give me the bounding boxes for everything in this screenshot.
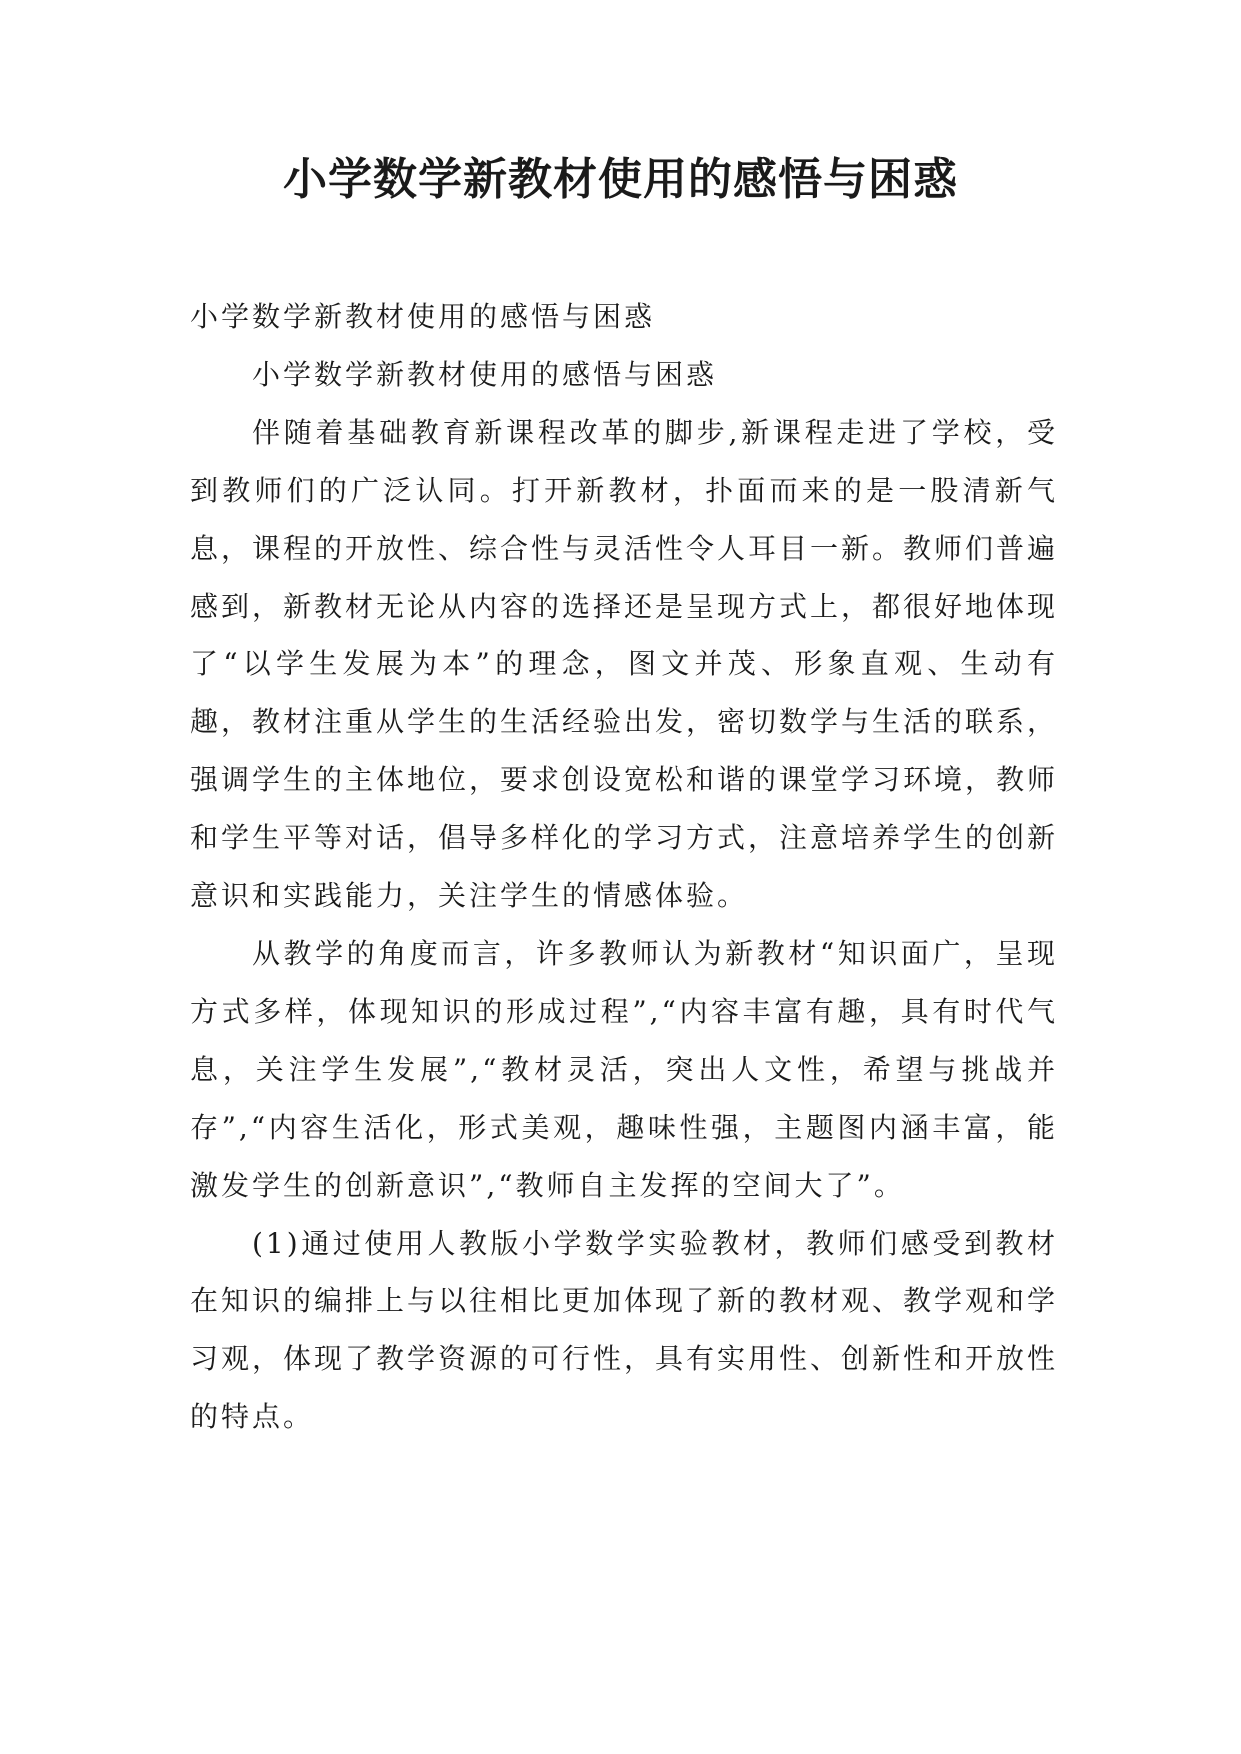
document-body	[190, 288, 1058, 1446]
paragraph-intro: 伴随着基础教育新课程改革的脚步,新课程走进了学校，受到教师们的广泛认同。打开新教材，扑面而来的是一股清新气息，课程的开放性、综合性与灵活性令人耳目一新。教师们普遍感到，新教材无论从内容的选择还是呈现方式上，都很好地体现了“以学生发展为本”的理念，图文并茂、形象直观、生动有趣，教材注重从学生的生活经验出发，密切数学与生活的联系，强调学生的主体地位，要求创设宽松和谐的课堂学习环境，教师和学生平等对话，倡导多样化的学习方式，注意培养学生的创新意识和实践能力，关注学生的情感体验。	[190, 415, 1059, 913]
paragraph-point-1: (1)通过使用人教版小学数学实验教材，教师们感受到教材在知识的编排上与以往相比更加体现了新的教材观、教学观和学习观，体现了教学资源的可行性，具有实用性、创新性和开放性的特点。	[190, 1226, 1059, 1434]
paragraph-subheading: 小学数学新教材使用的感悟与困惑	[252, 357, 718, 391]
paragraph-teaching-view: 从教学的角度而言，许多教师认为新教材“知识面广，呈现方式多样，体现知识的形成过程”,“内容丰富有趣，具有时代气息，关注学生发展”,“教材灵活，突出人文性，希望与挑战并存”,“内容生活化，形式美观，趣味性强，主题图内涵丰富，能激发学生的创新意识”,“教师自主发挥的空间大了”。	[190, 936, 1058, 1202]
paragraph-heading: 小学数学新教材使用的感悟与困惑	[190, 300, 656, 333]
document-title: 小学数学新教材使用的感悟与困惑	[283, 154, 958, 205]
